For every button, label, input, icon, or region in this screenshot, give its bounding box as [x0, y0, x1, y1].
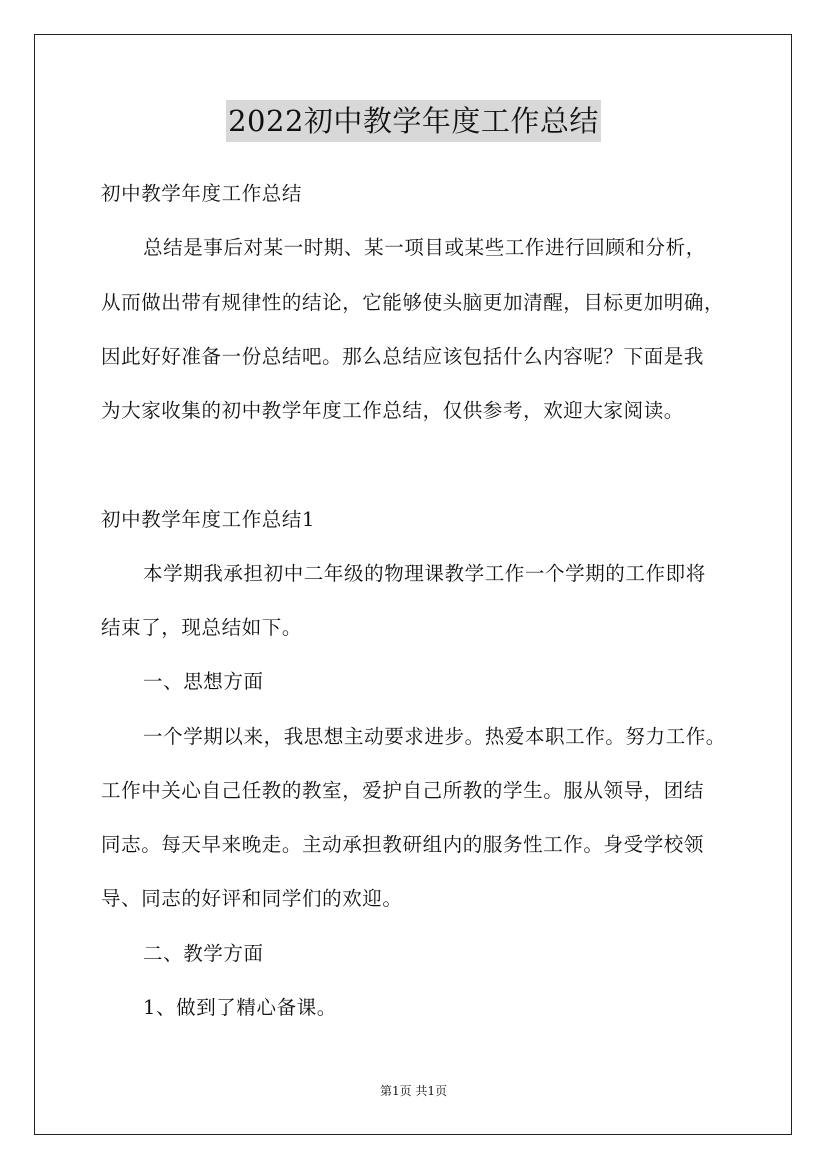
paragraph-line: 从而做出带有规律性的结论，它能够使头脑更加清醒，目标更加明确， [101, 291, 725, 314]
section-heading: 初中教学年度工作总结1 [101, 508, 316, 531]
paragraph-line: 一个学期以来，我思想主动要求进步。热爱本职工作。努力工作。 [143, 725, 726, 748]
document-title-wrap [0, 100, 827, 142]
page-footer: 第1页 共1页 [379, 1084, 448, 1098]
paragraph-line: 同志。每天早来晚走。主动承担教研组内的服务性工作。身受学校领 [101, 833, 705, 856]
paragraph-line: 结束了，现总结如下。 [101, 616, 303, 639]
paragraph-line: 总结是事后对某一时期、某一项目或某些工作进行回顾和分析， [143, 236, 706, 259]
paragraph-line: 导、同志的好评和同学们的欢迎。 [101, 887, 403, 910]
paragraph-line: 为大家收集的初中教学年度工作总结，仅供参考，欢迎大家阅读。 [101, 399, 684, 422]
document-title: 2022初中教学年度工作总结 [226, 100, 601, 142]
paragraph-line: 1、做到了精心备课。 [143, 996, 337, 1019]
paragraph-line: 本学期我承担初中二年级的物理课教学工作一个学期的工作即将 [143, 562, 706, 585]
subheading: 一、思想方面 [143, 670, 264, 693]
subheading: 二、教学方面 [143, 942, 264, 965]
subtitle: 初中教学年度工作总结 [101, 182, 303, 205]
paragraph-line: 工作中关心自己任教的教室，爱护自己所教的学生。服从领导，团结 [101, 779, 705, 802]
paragraph-line: 因此好好准备一份总结吧。那么总结应该包括什么内容呢？下面是我 [101, 345, 705, 368]
